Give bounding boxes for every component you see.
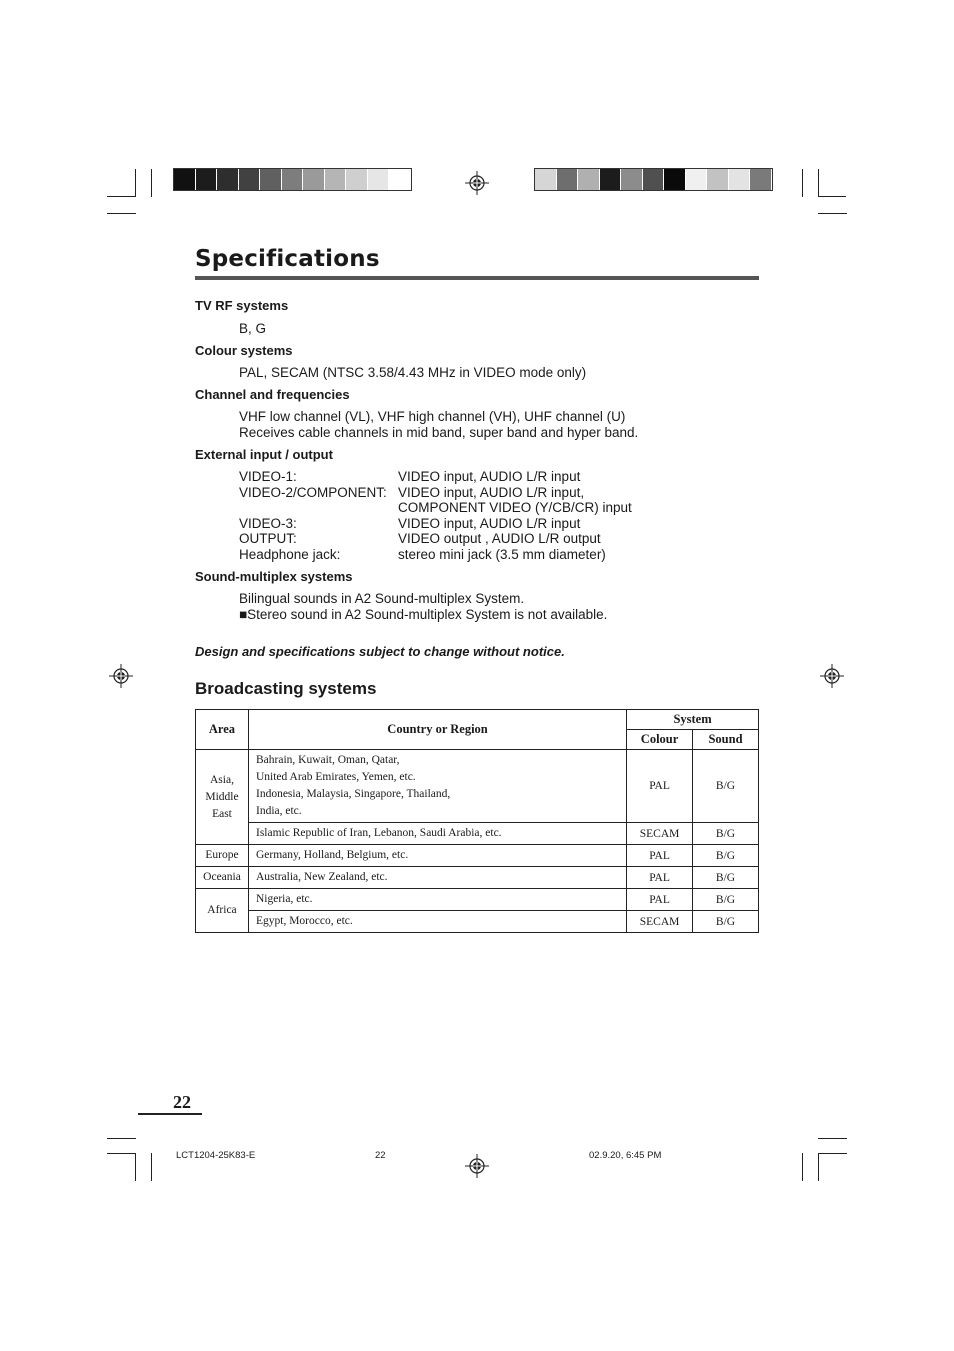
crop-mark-bottom-right-v2 <box>802 1153 803 1181</box>
color-swatch <box>239 169 261 190</box>
crop-mark-bottom-left-v <box>135 1153 136 1181</box>
colour-cell: SECAM <box>627 911 693 933</box>
io-value: VIDEO output , AUDIO L/R output <box>398 531 601 546</box>
color-swatch <box>368 169 390 190</box>
io-value: VIDEO input, AUDIO L/R input, <box>398 485 585 500</box>
country-cell: Egypt, Morocco, etc. <box>248 911 626 933</box>
colour-cell: PAL <box>627 867 693 889</box>
country-cell: Germany, Holland, Belgium, etc. <box>248 845 626 867</box>
table-row <box>196 845 759 867</box>
color-swatch <box>196 169 218 190</box>
title-underline <box>195 276 759 280</box>
area-cell: Oceania <box>196 867 249 889</box>
registration-mark-icon <box>465 171 489 195</box>
channels-line-1: VHF low channel (VL), VHF high channel (VH), UHF channel (U) <box>239 409 626 424</box>
left-color-bar <box>173 168 412 191</box>
tv-rf-heading: TV RF systems <box>195 298 289 313</box>
area-cell: Europe <box>196 845 249 867</box>
sound-cell: B/G <box>693 845 759 867</box>
crop-mark-bottom-left-h <box>107 1138 136 1139</box>
footer-timestamp: 02.9.20, 6:45 PM <box>589 1150 662 1161</box>
table-row <box>196 867 759 889</box>
crop-mark-bottom-right-h2 <box>818 1153 847 1154</box>
color-swatch <box>750 169 772 190</box>
country-cell: Nigeria, etc. <box>248 889 626 911</box>
io-label: VIDEO-2/COMPONENT: <box>239 485 387 500</box>
color-swatch <box>325 169 347 190</box>
color-swatch <box>621 169 643 190</box>
registration-mark-icon <box>109 664 133 688</box>
crop-mark-top-right-h2 <box>818 196 846 197</box>
io-value: stereo mini jack (3.5 mm diameter) <box>398 547 606 562</box>
sound-heading: Sound-multiplex systems <box>195 569 353 584</box>
channels-line-2: Receives cable channels in mid band, super band and hyper band. <box>239 425 639 440</box>
broadcasting-table <box>195 709 759 933</box>
channels-heading: Channel and frequencies <box>195 387 350 402</box>
country-cell: Islamic Republic of Iran, Lebanon, Saudi Arabia, etc. <box>248 823 626 845</box>
io-label: OUTPUT: <box>239 531 297 546</box>
crop-mark-top-left-h <box>107 213 136 214</box>
crop-mark-top-left-h2 <box>107 196 135 197</box>
crop-mark-top-right-v2 <box>802 169 803 197</box>
header-system: System <box>627 710 759 730</box>
color-swatch <box>535 169 557 190</box>
colour-value: PAL, SECAM (NTSC 3.58/4.43 MHz in VIDEO mode only) <box>239 365 587 380</box>
sound-line-1: Bilingual sounds in A2 Sound-multiplex System. <box>239 591 525 606</box>
country-cell: Australia, New Zealand, etc. <box>248 867 626 889</box>
color-swatch <box>217 169 239 190</box>
color-swatch <box>664 169 686 190</box>
tv-rf-value: B, G <box>239 321 267 336</box>
io-value: VIDEO input, AUDIO L/R input <box>398 469 581 484</box>
notice-text: Design and specifications subject to change without notice. <box>195 644 565 659</box>
sound-cell: B/G <box>693 889 759 911</box>
color-swatch <box>686 169 708 190</box>
io-label: VIDEO-1: <box>239 469 297 484</box>
colour-cell: PAL <box>627 750 693 823</box>
colour-heading: Colour systems <box>195 343 293 358</box>
area-cell: Asia, Middle East <box>196 750 249 845</box>
page-number: 22 <box>173 1092 191 1112</box>
crop-mark-bottom-left-v2 <box>151 1153 152 1181</box>
page-title: Specifications <box>195 246 380 272</box>
color-swatch <box>578 169 600 190</box>
crop-mark-bottom-right-v <box>818 1153 819 1181</box>
io-value: VIDEO input, AUDIO L/R input <box>398 516 581 531</box>
country-cell: Bahrain, Kuwait, Oman, Qatar, United Arab Emirates, Yemen, etc. Indonesia, Malaysia, Singapore, Thailand, India, etc. <box>248 750 626 823</box>
crop-mark-top-right-v <box>818 169 819 197</box>
color-swatch <box>282 169 304 190</box>
color-swatch <box>389 169 411 190</box>
table-row <box>196 750 759 823</box>
sound-cell: B/G <box>693 867 759 889</box>
crop-mark-bottom-right-h <box>818 1138 847 1139</box>
color-swatch <box>303 169 325 190</box>
registration-mark-icon <box>465 1154 489 1178</box>
table-row <box>196 911 759 933</box>
color-swatch <box>600 169 622 190</box>
crop-mark-top-left-v2 <box>151 169 152 197</box>
io-label: Headphone jack: <box>239 547 341 562</box>
color-swatch <box>174 169 196 190</box>
footer-doc-id: LCT1204-25K83-E <box>176 1150 256 1161</box>
registration-mark-icon <box>820 664 844 688</box>
crop-mark-top-left-v <box>135 169 136 197</box>
color-swatch <box>643 169 665 190</box>
sound-cell: B/G <box>693 750 759 823</box>
io-label: VIDEO-3: <box>239 516 297 531</box>
header-country: Country or Region <box>248 710 626 750</box>
colour-cell: PAL <box>627 845 693 867</box>
io-heading: External input / output <box>195 447 333 462</box>
io-value: COMPONENT VIDEO (Y/CB/CR) input <box>398 500 632 515</box>
footer-page: 22 <box>375 1150 386 1161</box>
crop-mark-top-right-h <box>818 213 847 214</box>
area-cell: Africa <box>196 889 249 933</box>
sound-cell: B/G <box>693 823 759 845</box>
sound-line-2: ■Stereo sound in A2 Sound-multiplex System is not available. <box>239 607 608 622</box>
colour-cell: SECAM <box>627 823 693 845</box>
table-row <box>196 823 759 845</box>
color-swatch <box>729 169 751 190</box>
table-row <box>196 889 759 911</box>
color-swatch <box>707 169 729 190</box>
header-colour: Colour <box>627 730 693 750</box>
color-swatch <box>260 169 282 190</box>
header-area: Area <box>196 710 249 750</box>
page-number-rule <box>138 1113 202 1115</box>
crop-mark-bottom-left-h2 <box>107 1153 136 1154</box>
sound-cell: B/G <box>693 911 759 933</box>
color-swatch <box>346 169 368 190</box>
right-color-bar <box>534 168 773 191</box>
color-swatch <box>557 169 579 190</box>
header-sound: Sound <box>693 730 759 750</box>
broadcasting-title: Broadcasting systems <box>195 679 377 698</box>
colour-cell: PAL <box>627 889 693 911</box>
